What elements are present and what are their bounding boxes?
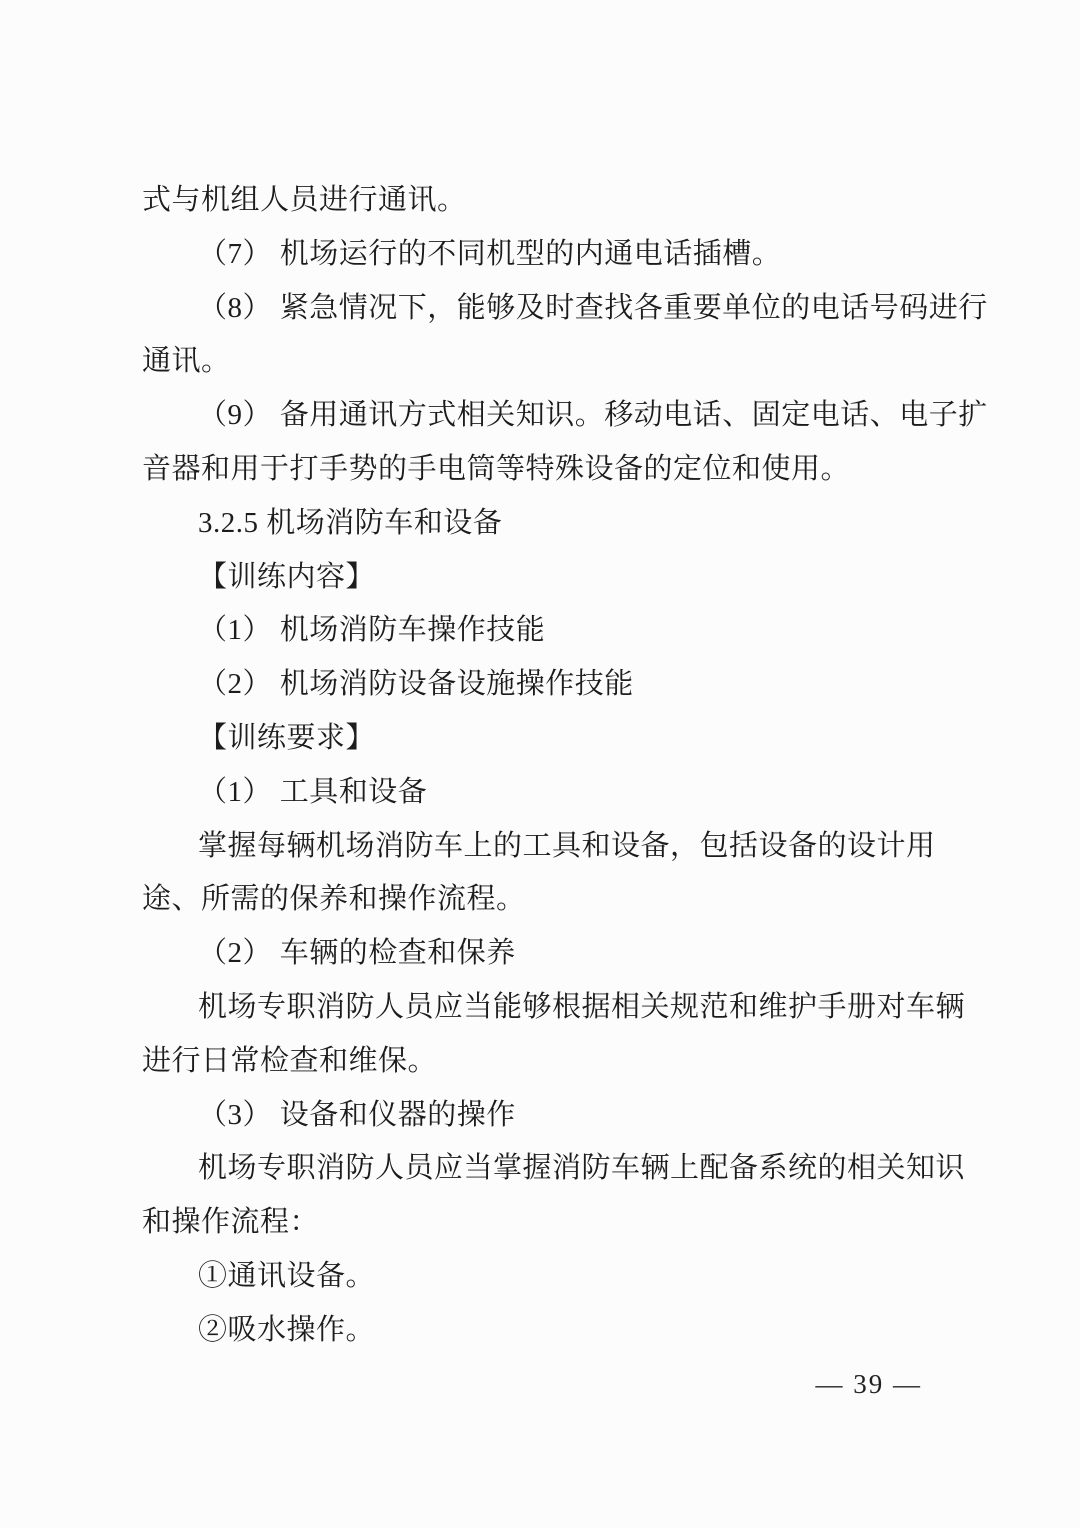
text-line: 和操作流程：	[142, 1206, 320, 1239]
text-line: （3） 设备和仪器的操作	[198, 1098, 516, 1131]
text-line: 掌握每辆机场消防车上的工具和设备，包括设备的设计用	[198, 829, 936, 862]
text-line: 3.2.5 机场消防车和设备	[198, 506, 503, 539]
text-line: 机场专职消防人员应当能够根据相关规范和维护手册对车辆	[198, 990, 966, 1023]
text-line: ①通讯设备。	[198, 1259, 376, 1292]
text-line: （7） 机场运行的不同机型的内通电话插槽。	[198, 237, 782, 270]
text-line: （8） 紧急情况下，能够及时查找各重要单位的电话号码进行	[198, 291, 988, 324]
text-line: 式与机组人员进行通讯。	[142, 184, 467, 216]
text-line: 【训练要求】	[198, 721, 376, 754]
text-line: 进行日常检查和维保。	[142, 1044, 438, 1077]
text-line: （9） 备用通讯方式相关知识。移动电话、固定电话、电子扩	[198, 399, 988, 432]
text-line: （2） 机场消防设备设施操作技能	[198, 668, 634, 701]
text-line: （2） 车辆的检查和保养	[198, 937, 516, 970]
page-number: — 39 —	[815, 1369, 922, 1399]
text-line: 通讯。	[142, 345, 231, 378]
text-line: （1） 工具和设备	[198, 775, 428, 808]
text-line: 【训练内容】	[198, 560, 376, 593]
text-line: 途、所需的保养和操作流程。	[142, 883, 526, 916]
text-line: 机场专职消防人员应当掌握消防车辆上配备系统的相关知识	[198, 1152, 966, 1185]
document-body	[142, 174, 988, 1358]
text-line: ②吸水操作。	[198, 1313, 376, 1346]
text-line: 音器和用于打手势的手电筒等特殊设备的定位和使用。	[142, 452, 851, 485]
text-line: （1） 机场消防车操作技能	[198, 614, 546, 647]
